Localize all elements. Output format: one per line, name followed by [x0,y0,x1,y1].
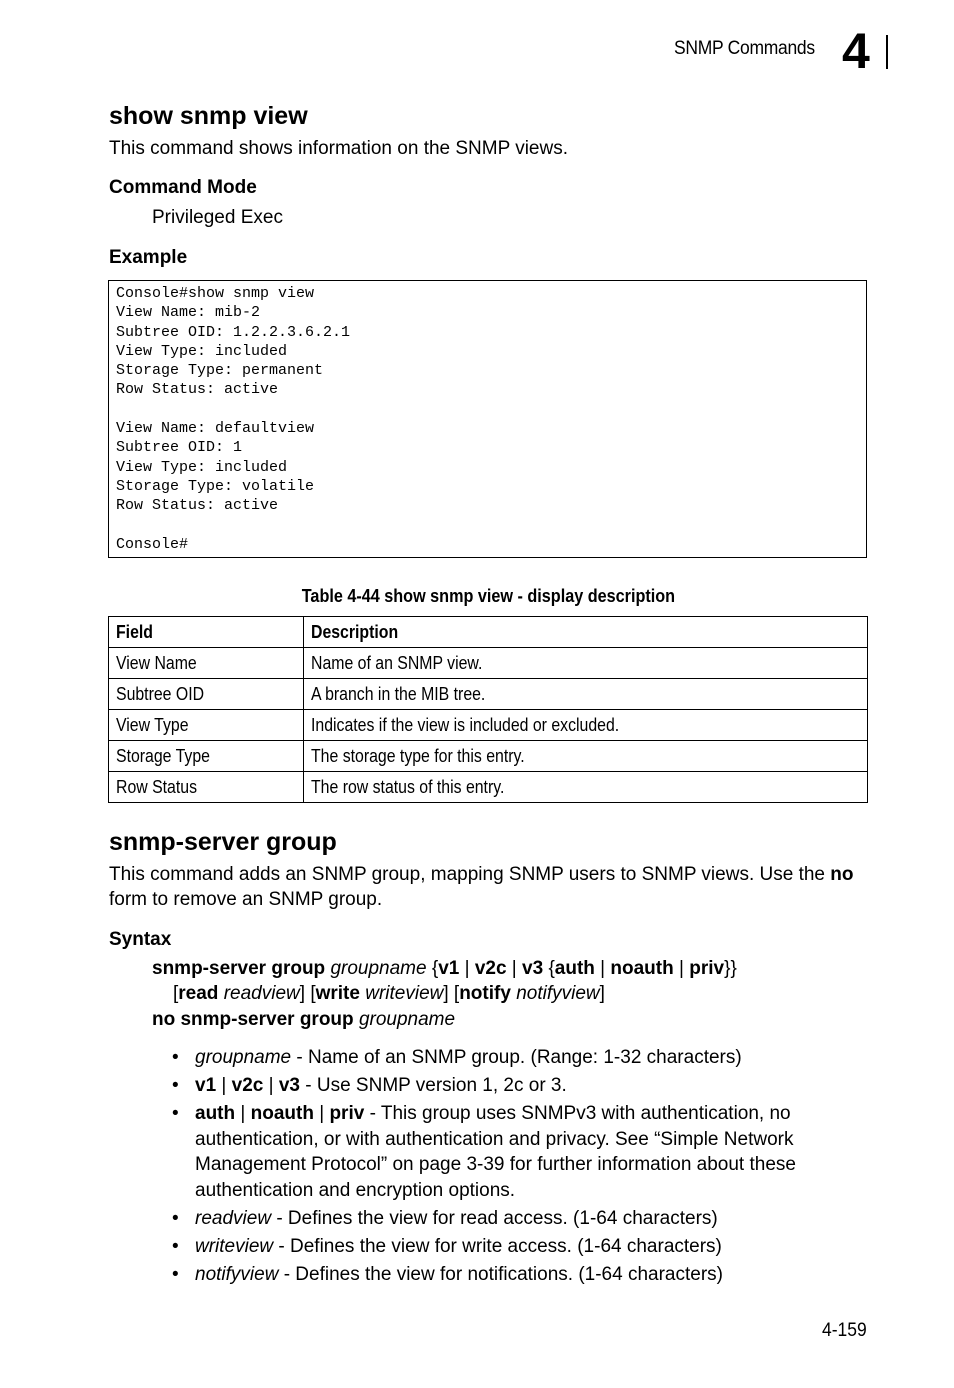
list-item: • readview - Defines the view for read access. (1-64 characters) [172,1206,852,1232]
parameter-list [172,1045,852,1290]
list-item: • v1 | v2c | v3 - Use SNMP version 1, 2c or 3. [172,1073,852,1099]
table-header-row [109,617,868,648]
section-description: This command shows information on the SNMP views. [109,138,568,159]
description-table [108,616,868,803]
table-row [109,710,868,741]
list-item: • writeview - Defines the view for write access. (1-64 characters) [172,1234,852,1260]
chapter-number: 4 [842,23,870,79]
example-code: Console#show snmp view View Name: mib-2 Subtree OID: 1.2.2.3.6.2.1 View Type: included Storage Type: permanent Row Status: active View Name: defaultview Subtree OID: 1 View Type: included Storage Type: volatile Row Status: active Console# [116,285,351,553]
table-cell-field: View Type [109,710,304,741]
table-cell-field: View Name [109,648,304,679]
syntax-line-2: [read readview] [write writeview] [notify notifyview] [173,983,605,1004]
table-cell-description: Indicates if the view is included or excluded. [304,710,868,741]
list-item: • auth | noauth | priv - This group uses SNMPv3 with authentication, no authentication, or with authentication and privacy. See “Simple Network Management Protocol” on page 3-39 for further information about these authentication and encryption options. [172,1101,852,1203]
table-row [109,679,868,710]
list-item: • notifyview - Defines the view for notifications. (1-64 characters) [172,1262,852,1288]
table-header-field: Field [109,617,304,648]
table-cell-description: The storage type for this entry. [304,741,868,772]
syntax-line-1: snmp-server group groupname {v1 | v2c | v3 {auth | noauth | priv}} [152,958,737,979]
page-number: 4-159 [822,1320,867,1341]
table-cell-field: Subtree OID [109,679,304,710]
table-cell-description: Name of an SNMP view. [304,648,868,679]
table-cell-field: Row Status [109,772,304,803]
example-heading: Example [109,247,188,268]
table-cell-description: The row status of this entry. [304,772,868,803]
section2-description: This command adds an SNMP group, mapping SNMP users to SNMP views. Use the no form to remove an SNMP group. [109,864,854,910]
example-code-box [108,280,867,558]
section-title-show-snmp-view: show snmp view [109,102,308,130]
running-header-title: SNMP Commands [674,38,815,59]
syntax-heading: Syntax [109,929,172,950]
list-item: • groupname - Name of an SNMP group. (Range: 1-32 characters) [172,1045,852,1071]
chapter-rule [886,35,888,69]
syntax-line-no-form: no snmp-server group groupname [152,1009,456,1030]
command-mode-heading: Command Mode [109,177,257,198]
table-header-description: Description [304,617,868,648]
table-cell-field: Storage Type [109,741,304,772]
table-row [109,741,868,772]
no-keyword: no [830,864,854,885]
table-row [109,648,868,679]
table-row [109,772,868,803]
command-mode-value: Privileged Exec [152,207,283,228]
table-caption [0,586,954,607]
table-cell-description: A branch in the MIB tree. [304,679,868,710]
table-caption-text: Table 4-44 show snmp view - display description [301,586,675,606]
section-title-snmp-server-group: snmp-server group [109,828,337,856]
